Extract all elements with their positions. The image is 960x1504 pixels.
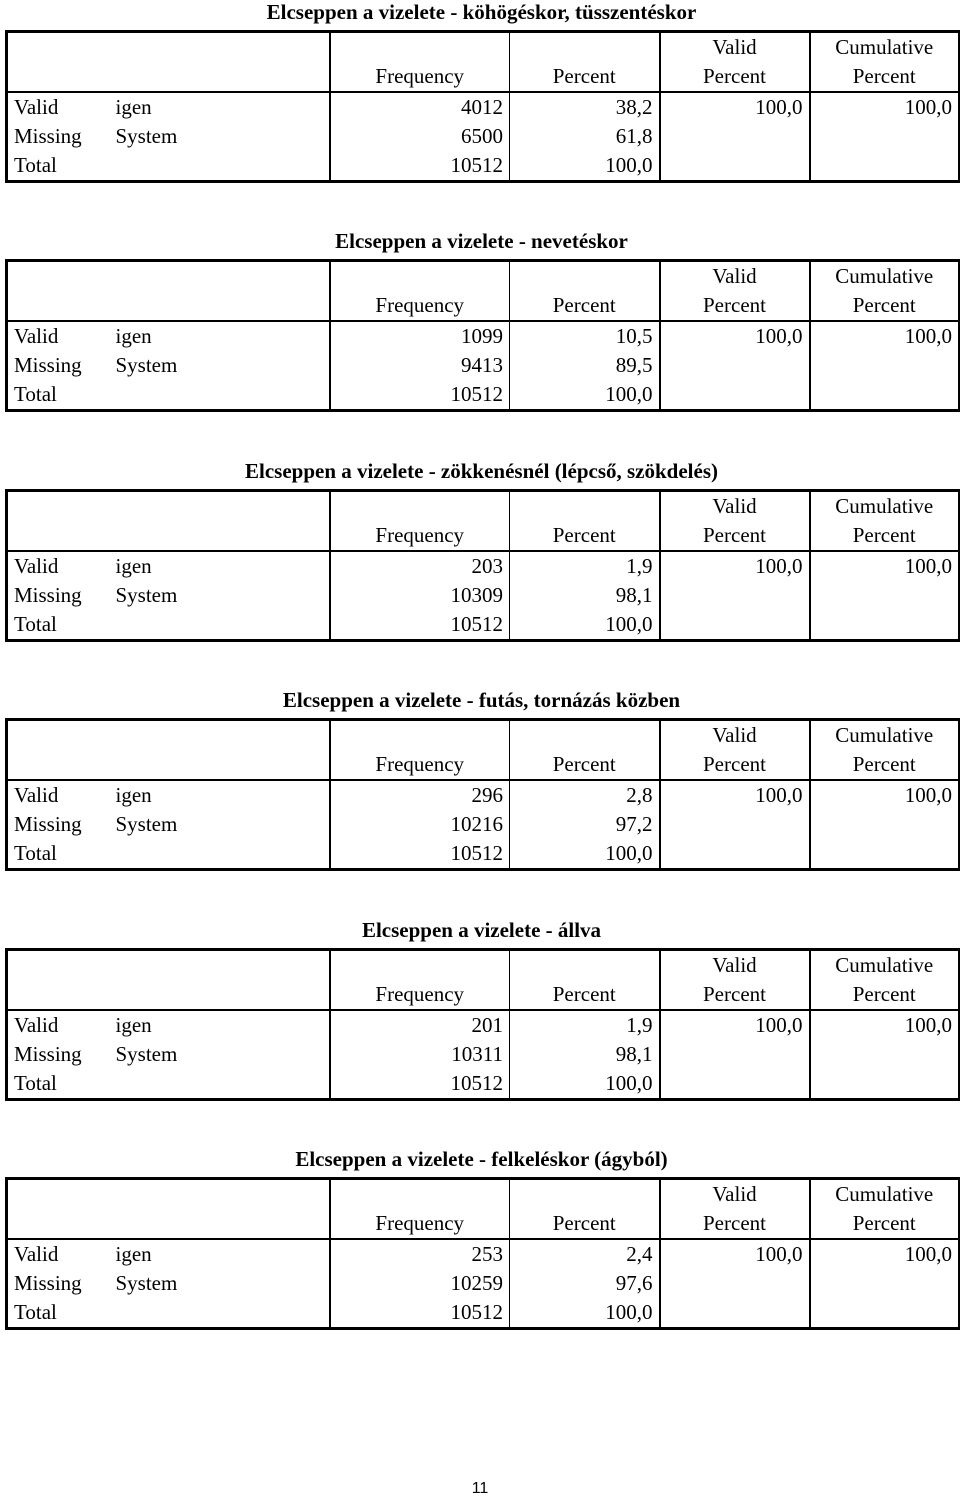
cell-cumulative-percent — [810, 839, 960, 870]
header-valid-percent-line2: Percent — [703, 1211, 766, 1235]
frequency-table — [5, 259, 960, 412]
cell-valid-percent: 100,0 — [660, 780, 810, 810]
header-cumulative-percent-line1: Cumulative — [835, 494, 934, 518]
table-row — [7, 1239, 960, 1269]
frequency-table-block — [5, 459, 958, 642]
cell-percent: 1,9 — [510, 1010, 660, 1040]
row-category: Total — [14, 612, 57, 636]
header-percent-label: Percent — [552, 523, 616, 547]
header-valid-percent — [660, 261, 810, 322]
header-cumulative-percent-line1: Cumulative — [835, 723, 934, 747]
cell-cumulative-percent — [810, 1040, 960, 1069]
row-category: Valid — [14, 324, 59, 348]
cell-valid-percent: 100,0 — [660, 1239, 810, 1269]
row-subcategory: igen — [110, 1010, 330, 1040]
cell-valid-percent — [660, 1269, 810, 1298]
header-cumulative-percent-line1: Cumulative — [835, 264, 934, 288]
row-subcategory: System — [110, 351, 330, 380]
cell-valid-percent — [660, 351, 810, 380]
header-frequency — [330, 32, 510, 93]
row-subcategory: System — [110, 122, 330, 151]
cell-cumulative-percent — [810, 380, 960, 411]
table-row — [7, 1010, 960, 1040]
cell-valid-percent — [660, 1298, 810, 1329]
table-header-row — [7, 1179, 960, 1240]
header-cumulative-percent — [810, 32, 960, 93]
header-cumulative-percent — [810, 720, 960, 781]
header-cumulative-percent-line2: Percent — [852, 752, 916, 776]
cell-frequency: 10309 — [330, 581, 510, 610]
table-row — [7, 1040, 960, 1069]
row-category: Total — [14, 382, 57, 406]
cell-percent: 2,4 — [510, 1239, 660, 1269]
frequency-table-block — [5, 1147, 958, 1330]
cell-valid-percent: 100,0 — [660, 1010, 810, 1040]
row-subcategory — [110, 151, 330, 182]
row-subcategory: System — [110, 1040, 330, 1069]
header-blank-cell — [7, 720, 330, 781]
cell-valid-percent — [660, 380, 810, 411]
cell-percent: 10,5 — [510, 321, 660, 351]
header-cumulative-percent — [810, 261, 960, 322]
cell-valid-percent — [660, 610, 810, 641]
cell-percent: 100,0 — [510, 839, 660, 870]
cell-frequency: 296 — [330, 780, 510, 810]
row-subcategory: igen — [110, 780, 330, 810]
header-frequency-label: Frequency — [375, 293, 465, 317]
header-cumulative-percent-line1: Cumulative — [835, 953, 934, 977]
header-percent — [510, 32, 660, 93]
cell-frequency: 203 — [330, 551, 510, 581]
header-valid-percent-line1: Valid — [712, 264, 757, 288]
header-percent — [510, 1179, 660, 1240]
header-frequency-label: Frequency — [375, 982, 465, 1006]
table-header-row — [7, 491, 960, 552]
cell-cumulative-percent — [810, 151, 960, 182]
table-row — [7, 810, 960, 839]
cell-cumulative-percent — [810, 610, 960, 641]
table-row — [7, 780, 960, 810]
cell-cumulative-percent — [810, 351, 960, 380]
header-valid-percent-line2: Percent — [703, 752, 766, 776]
header-valid-percent — [660, 491, 810, 552]
cell-valid-percent — [660, 122, 810, 151]
frequency-table-block — [5, 229, 958, 412]
cell-cumulative-percent: 100,0 — [904, 324, 952, 348]
row-category: Valid — [14, 95, 59, 119]
cell-percent: 100,0 — [510, 151, 660, 182]
row-subcategory: igen — [110, 551, 330, 581]
cell-cumulative-percent — [810, 581, 960, 610]
cell-percent: 1,9 — [510, 551, 660, 581]
header-blank-cell — [7, 261, 330, 322]
header-cumulative-percent-line1: Cumulative — [835, 1182, 934, 1206]
row-category: Total — [14, 1071, 57, 1095]
table-title: Elcseppen a vizelete - felkeléskor (ágyból) — [295, 1147, 668, 1171]
cell-frequency: 4012 — [330, 92, 510, 122]
header-percent-label: Percent — [552, 752, 616, 776]
frequency-table-block — [5, 688, 958, 871]
header-valid-percent — [660, 950, 810, 1011]
row-subcategory — [110, 380, 330, 411]
header-cumulative-percent-line2: Percent — [852, 523, 916, 547]
table-title: Elcseppen a vizelete - nevetéskor — [335, 229, 628, 253]
frequency-table-block — [5, 0, 958, 183]
table-row — [7, 581, 960, 610]
frequency-table — [5, 718, 960, 871]
cell-percent: 89,5 — [510, 351, 660, 380]
header-valid-percent — [660, 32, 810, 93]
header-percent-label: Percent — [552, 1211, 616, 1235]
table-row — [7, 610, 960, 641]
row-subcategory: System — [110, 581, 330, 610]
cell-cumulative-percent: 100,0 — [904, 783, 952, 807]
cell-percent: 100,0 — [510, 1298, 660, 1329]
page-number: 11 — [471, 1480, 489, 1497]
cell-cumulative-percent — [810, 122, 960, 151]
cell-valid-percent — [660, 1069, 810, 1100]
header-percent — [510, 261, 660, 322]
row-category: Total — [14, 841, 57, 865]
header-valid-percent-line2: Percent — [703, 982, 766, 1006]
header-cumulative-percent — [810, 491, 960, 552]
header-valid-percent — [660, 1179, 810, 1240]
table-header-row — [7, 32, 960, 93]
cell-frequency: 253 — [330, 1239, 510, 1269]
header-cumulative-percent-line2: Percent — [852, 982, 916, 1006]
cell-valid-percent: 100,0 — [660, 551, 810, 581]
cell-percent: 97,2 — [510, 810, 660, 839]
header-percent — [510, 950, 660, 1011]
header-cumulative-percent-line2: Percent — [852, 64, 916, 88]
header-frequency-label: Frequency — [375, 64, 465, 88]
row-subcategory — [110, 1298, 330, 1329]
header-cumulative-percent-line2: Percent — [852, 1211, 916, 1235]
cell-percent: 100,0 — [510, 1069, 660, 1100]
row-category: Missing — [14, 124, 82, 148]
cell-valid-percent — [660, 1040, 810, 1069]
cell-frequency: 10512 — [330, 1069, 510, 1100]
cell-frequency: 201 — [330, 1010, 510, 1040]
row-category: Missing — [14, 353, 82, 377]
header-valid-percent-line1: Valid — [712, 1182, 757, 1206]
cell-valid-percent: 100,0 — [660, 321, 810, 351]
row-subcategory: System — [110, 1269, 330, 1298]
header-cumulative-percent — [810, 950, 960, 1011]
row-subcategory — [110, 1069, 330, 1100]
header-frequency — [330, 1179, 510, 1240]
cell-percent: 97,6 — [510, 1269, 660, 1298]
cell-cumulative-percent — [810, 810, 960, 839]
row-category: Missing — [14, 1042, 82, 1066]
header-frequency — [330, 261, 510, 322]
table-title: Elcseppen a vizelete - állva — [361, 918, 602, 942]
header-valid-percent-line2: Percent — [703, 523, 766, 547]
header-frequency — [330, 720, 510, 781]
table-row — [7, 92, 960, 122]
cell-valid-percent: 100,0 — [660, 92, 810, 122]
table-row — [7, 1269, 960, 1298]
row-subcategory: igen — [110, 92, 330, 122]
header-frequency-label: Frequency — [375, 523, 465, 547]
row-subcategory — [110, 839, 330, 870]
cell-frequency: 10512 — [330, 839, 510, 870]
cell-percent: 2,8 — [510, 780, 660, 810]
cell-frequency: 10512 — [330, 380, 510, 411]
frequency-table — [5, 1177, 960, 1330]
cell-cumulative-percent — [810, 1298, 960, 1329]
table-row — [7, 839, 960, 870]
table-row — [7, 351, 960, 380]
row-subcategory: igen — [110, 321, 330, 351]
frequency-table — [5, 948, 960, 1101]
row-category: Valid — [14, 554, 59, 578]
cell-valid-percent — [660, 581, 810, 610]
header-valid-percent-line2: Percent — [703, 64, 766, 88]
header-blank-cell — [7, 491, 330, 552]
table-row — [7, 321, 960, 351]
frequency-table — [5, 489, 960, 642]
cell-percent: 98,1 — [510, 1040, 660, 1069]
header-valid-percent — [660, 720, 810, 781]
table-header-row — [7, 720, 960, 781]
row-category: Missing — [14, 812, 82, 836]
table-title: Elcseppen a vizelete - köhögéskor, tüsszentéskor — [266, 0, 697, 24]
header-valid-percent-line1: Valid — [712, 494, 757, 518]
table-row — [7, 1298, 960, 1329]
cell-cumulative-percent — [810, 1069, 960, 1100]
cell-valid-percent — [660, 839, 810, 870]
cell-frequency: 6500 — [330, 122, 510, 151]
cell-cumulative-percent: 100,0 — [904, 554, 952, 578]
header-valid-percent-line1: Valid — [712, 35, 757, 59]
cell-frequency: 1099 — [330, 321, 510, 351]
header-percent — [510, 491, 660, 552]
cell-frequency: 10259 — [330, 1269, 510, 1298]
cell-percent: 100,0 — [510, 610, 660, 641]
cell-cumulative-percent: 100,0 — [904, 95, 952, 119]
row-category: Total — [14, 1300, 57, 1324]
header-percent-label: Percent — [552, 64, 616, 88]
header-cumulative-percent — [810, 1179, 960, 1240]
cell-frequency: 10216 — [330, 810, 510, 839]
header-blank-cell — [7, 1179, 330, 1240]
frequency-table-block — [5, 918, 958, 1101]
table-header-row — [7, 261, 960, 322]
header-frequency — [330, 491, 510, 552]
header-valid-percent-line2: Percent — [703, 293, 766, 317]
row-category: Missing — [14, 1271, 82, 1295]
cell-percent: 98,1 — [510, 581, 660, 610]
cell-cumulative-percent — [810, 1269, 960, 1298]
frequency-table — [5, 30, 960, 183]
table-header-row — [7, 950, 960, 1011]
table-title: Elcseppen a vizelete - futás, tornázás közben — [282, 688, 681, 712]
cell-percent: 100,0 — [510, 380, 660, 411]
cell-frequency: 10512 — [330, 151, 510, 182]
row-subcategory — [110, 610, 330, 641]
header-percent-label: Percent — [552, 293, 616, 317]
cell-cumulative-percent: 100,0 — [904, 1242, 952, 1266]
header-percent — [510, 720, 660, 781]
cell-frequency: 10311 — [330, 1040, 510, 1069]
header-blank-cell — [7, 950, 330, 1011]
row-category: Total — [14, 153, 57, 177]
cell-cumulative-percent: 100,0 — [904, 1013, 952, 1037]
cell-percent: 61,8 — [510, 122, 660, 151]
table-row — [7, 1069, 960, 1100]
header-cumulative-percent-line2: Percent — [852, 293, 916, 317]
table-row — [7, 151, 960, 182]
row-category: Valid — [14, 783, 59, 807]
cell-percent: 38,2 — [510, 92, 660, 122]
header-percent-label: Percent — [552, 982, 616, 1006]
header-valid-percent-line1: Valid — [712, 723, 757, 747]
header-frequency-label: Frequency — [375, 752, 465, 776]
header-frequency — [330, 950, 510, 1011]
row-category: Missing — [14, 583, 82, 607]
table-row — [7, 551, 960, 581]
cell-valid-percent — [660, 151, 810, 182]
header-blank-cell — [7, 32, 330, 93]
row-subcategory: igen — [110, 1239, 330, 1269]
row-category: Valid — [14, 1013, 59, 1037]
cell-frequency: 10512 — [330, 610, 510, 641]
table-row — [7, 380, 960, 411]
row-category: Valid — [14, 1242, 59, 1266]
table-title: Elcseppen a vizelete - zökkenésnél (lépcső, szökdelés) — [244, 459, 719, 483]
cell-valid-percent — [660, 810, 810, 839]
header-valid-percent-line1: Valid — [712, 953, 757, 977]
cell-frequency: 9413 — [330, 351, 510, 380]
header-cumulative-percent-line1: Cumulative — [835, 35, 934, 59]
cell-frequency: 10512 — [330, 1298, 510, 1329]
header-frequency-label: Frequency — [375, 1211, 465, 1235]
row-subcategory: System — [110, 810, 330, 839]
table-row — [7, 122, 960, 151]
